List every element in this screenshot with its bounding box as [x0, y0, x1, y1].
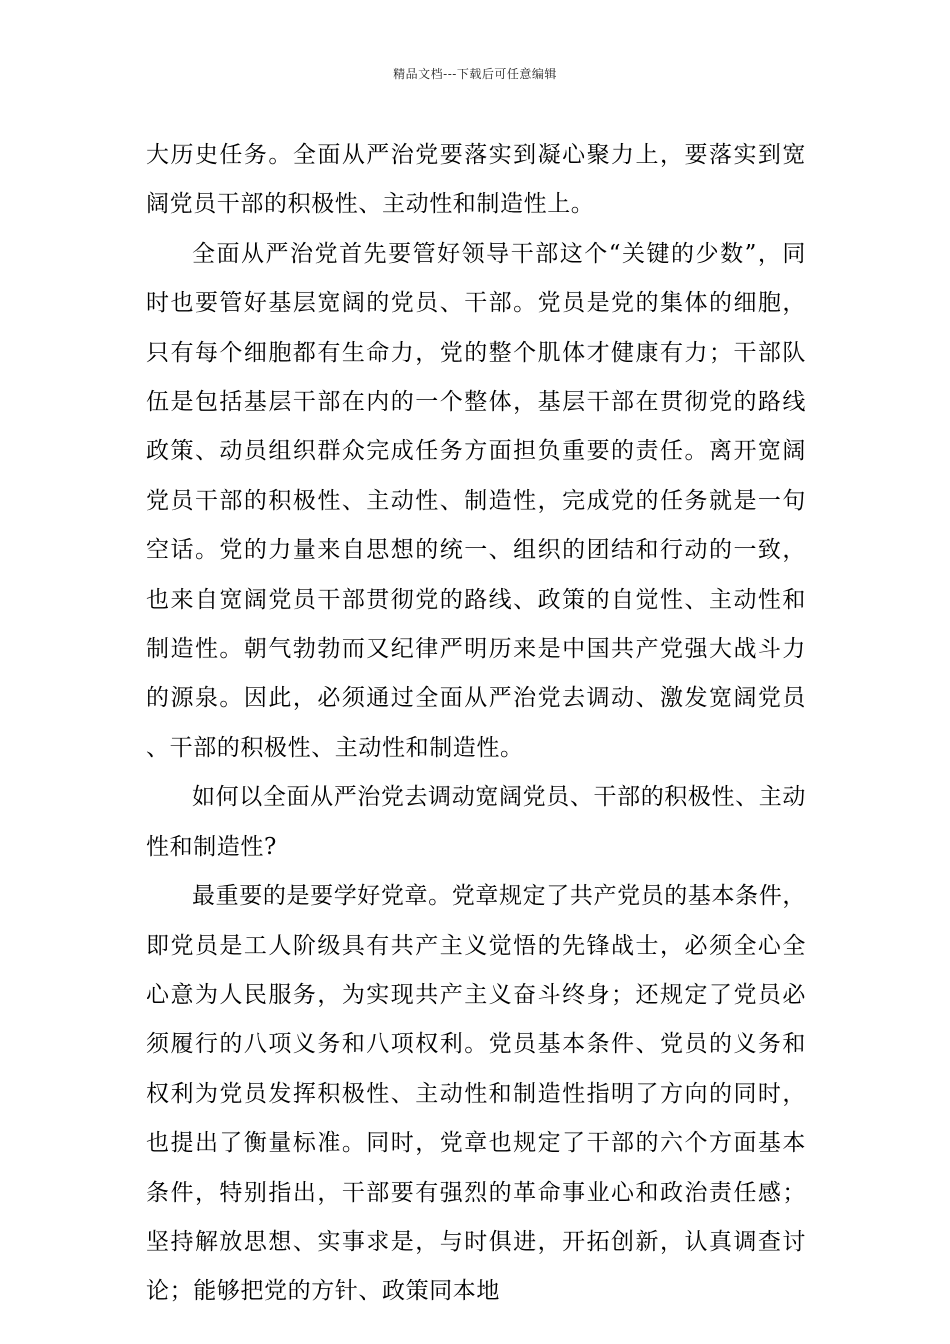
paragraph-1: 大历史任务。全面从严治党要落实到凝心聚力上，要落实到宽阔党员干部的积极性、主动性和制造性上。 [146, 142, 806, 218]
page-header: 精品文档---下载后可任意编辑 [393, 67, 557, 81]
paragraph-3: 如何以全面从严治党去调动宽阔党员、干部的积极性、主动性和制造性? [146, 784, 806, 860]
document-body [146, 131, 806, 1317]
paragraph-2: 全面从严治党首先要管好领导干部这个“关键的少数”，同时也要管好基层宽阔的党员、干部。党员是党的集体的细胞，只有每个细胞都有生命力，党的整个肌体才健康有力；干部队伍是包括基层干部在内的一个整体，基层干部在贯彻党的路线政策、动员组织群众完成任务方面担负重要的责任。离开宽阔党员干部的积极性、主动性、制造性，完成党的任务就是一句空话。党的力量来自思想的统一、组织的团结和行动的一致，也来自宽阔党员干部贯彻党的路线、政策的自觉性、主动性和制造性。朝气勃勃而又纪律严明历来是中国共产党强大战斗力的源泉。因此，必须通过全面从严治党去调动、激发宽阔党员、干部的积极性、主动性和制造性。 [146, 240, 806, 761]
paragraph-4: 最重要的是要学好党章。党章规定了共产党员的基本条件，即党员是工人阶级具有共产主义觉悟的先锋战士，必须全心全心意为人民服务，为实现共产主义奋斗终身；还规定了党员必须履行的八项义务和八项权利。党员基本条件、党员的义务和权利为党员发挥积极性、主动性和制造性指明了方向的同时，也提出了衡量标准。同时，党章也规定了干部的六个方面基本条件，特别指出，干部要有强烈的革命事业心和政治责任感；坚持解放思想、实事求是，与时俱进，开拓创新，认真调查讨论；能够把党的方针、政策同本地 [146, 883, 806, 1305]
